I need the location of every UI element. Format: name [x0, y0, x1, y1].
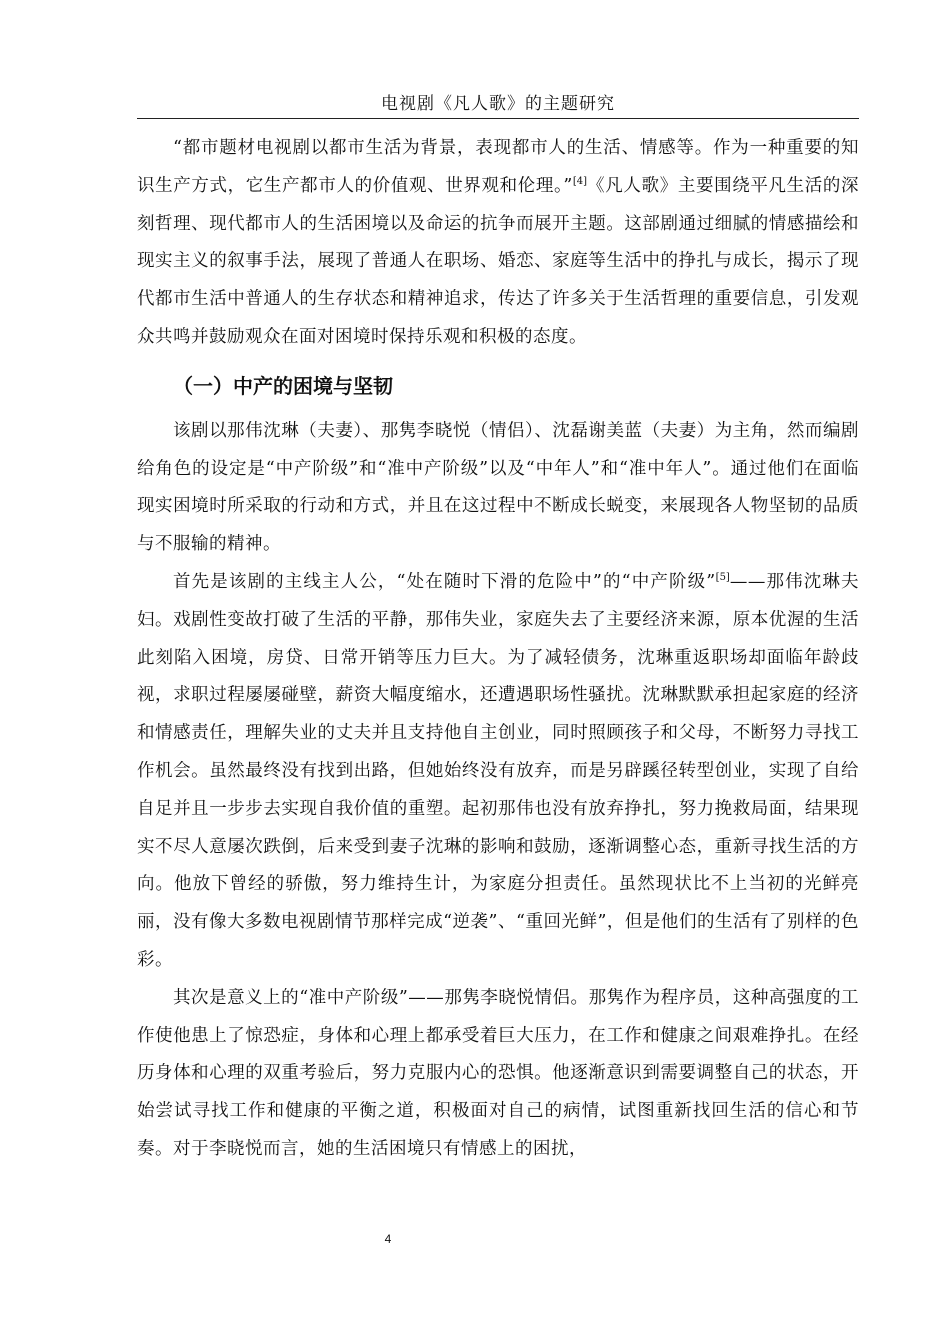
- header-rule: [137, 118, 859, 119]
- citation-4: [4]: [572, 175, 588, 187]
- paragraph-1-text-b: 《凡人歌》主要围绕平凡生活的深刻哲理、现代都市人的生活困境以及命运的抗争而展开主题。这部剧通过细腻的情感描绘和现实主义的叙事手法，展现了普通人在职场、婚恋、家庭等生活中的挣扎与成长，揭示了现代都市生活中普通人的生存状态和精神追求，传达了许多关于生活哲理的重要信息，引发观众共鸣并鼓励观众在面对困境时保持乐观和积极的态度。: [137, 175, 860, 347]
- section-heading: （一）中产的困境与坚韧: [173, 373, 393, 398]
- paragraph-2: 该剧以那伟沈琳（夫妻）、那隽李晓悦（情侣）、沈磊谢美蓝（夫妻）为主角，然而编剧给角色的设定是“中产阶级”和“准中产阶级”以及“中年人”和“准中年人”。通过他们在面临现实困境时所采取的行动和方式，并且在这过程中不断成长蜕变，来展现各人物坚韧的品质与不服输的精神。: [137, 420, 859, 555]
- paragraph-4: 其次是意义上的“准中产阶级”——那隽李晓悦情侣。那隽作为程序员，这种高强度的工作使他患上了惊恐症，身体和心理上都承受着巨大压力，在工作和健康之间艰难挣扎。在经历身体和心理的双重考验后，努力克服内心的恐惧。他逐渐意识到需要调整自己的状态，开始尝试寻找工作和健康的平衡之道，积极面对自己的病情，试图重新找回生活的信心和节奏。对于李晓悦而言，她的生活困境只有情感上的困扰，: [137, 987, 859, 1159]
- paragraph-3-text-a: 首先是该剧的主线主人公，“处在随时下滑的危险中”的“中产阶级”: [173, 571, 716, 592]
- paragraph-3: [137, 564, 859, 980]
- paragraph-1: [137, 130, 859, 357]
- running-header: 电视剧《凡人歌》的主题研究: [381, 94, 615, 114]
- citation-5: [5]: [715, 571, 730, 583]
- page-body: [137, 130, 859, 1169]
- page-number: 4: [384, 1232, 392, 1246]
- paragraph-3-text-b: ——那伟沈琳夫妇。戏剧性变故打破了生活的平静，那伟失业，家庭失去了主要经济来源，原本优渥的生活此刻陷入困境，房贷、日常开销等压力巨大。为了减轻债务，沈琳重返职场却面临年龄歧视，求职过程屡屡碰壁，薪资大幅度缩水，还遭遇职场性骚扰。沈琳默默承担起家庭的经济和情感责任，理解失业的丈夫并且支持他自主创业，同时照顾孩子和父母，不断努力寻找工作机会。虽然最终没有找到出路，但她始终没有放弃，而是另辟蹊径转型创业，实现了自给自足并且一步步去实现自我价值的重塑。起初那伟也没有放弃挣扎，努力挽救局面，结果现实不尽人意屡次跌倒，后来受到妻子沈琳的影响和鼓励，逐渐调整心态，重新寻找生活的方向。他放下曾经的骄傲，努力维持生计，为家庭分担责任。虽然现状比不上当初的光鲜亮丽，没有像大多数电视剧情节那样完成“逆袭”、“重回光鲜”，但是他们的生活有了别样的色彩。: [137, 571, 859, 970]
- paragraph-1-text-a: “都市题材电视剧以都市生活为背景，表现都市人的生活、情感等。作为一种重要的知识生产方式，它生产都市人的价值观、世界观和伦理。”: [137, 138, 859, 196]
